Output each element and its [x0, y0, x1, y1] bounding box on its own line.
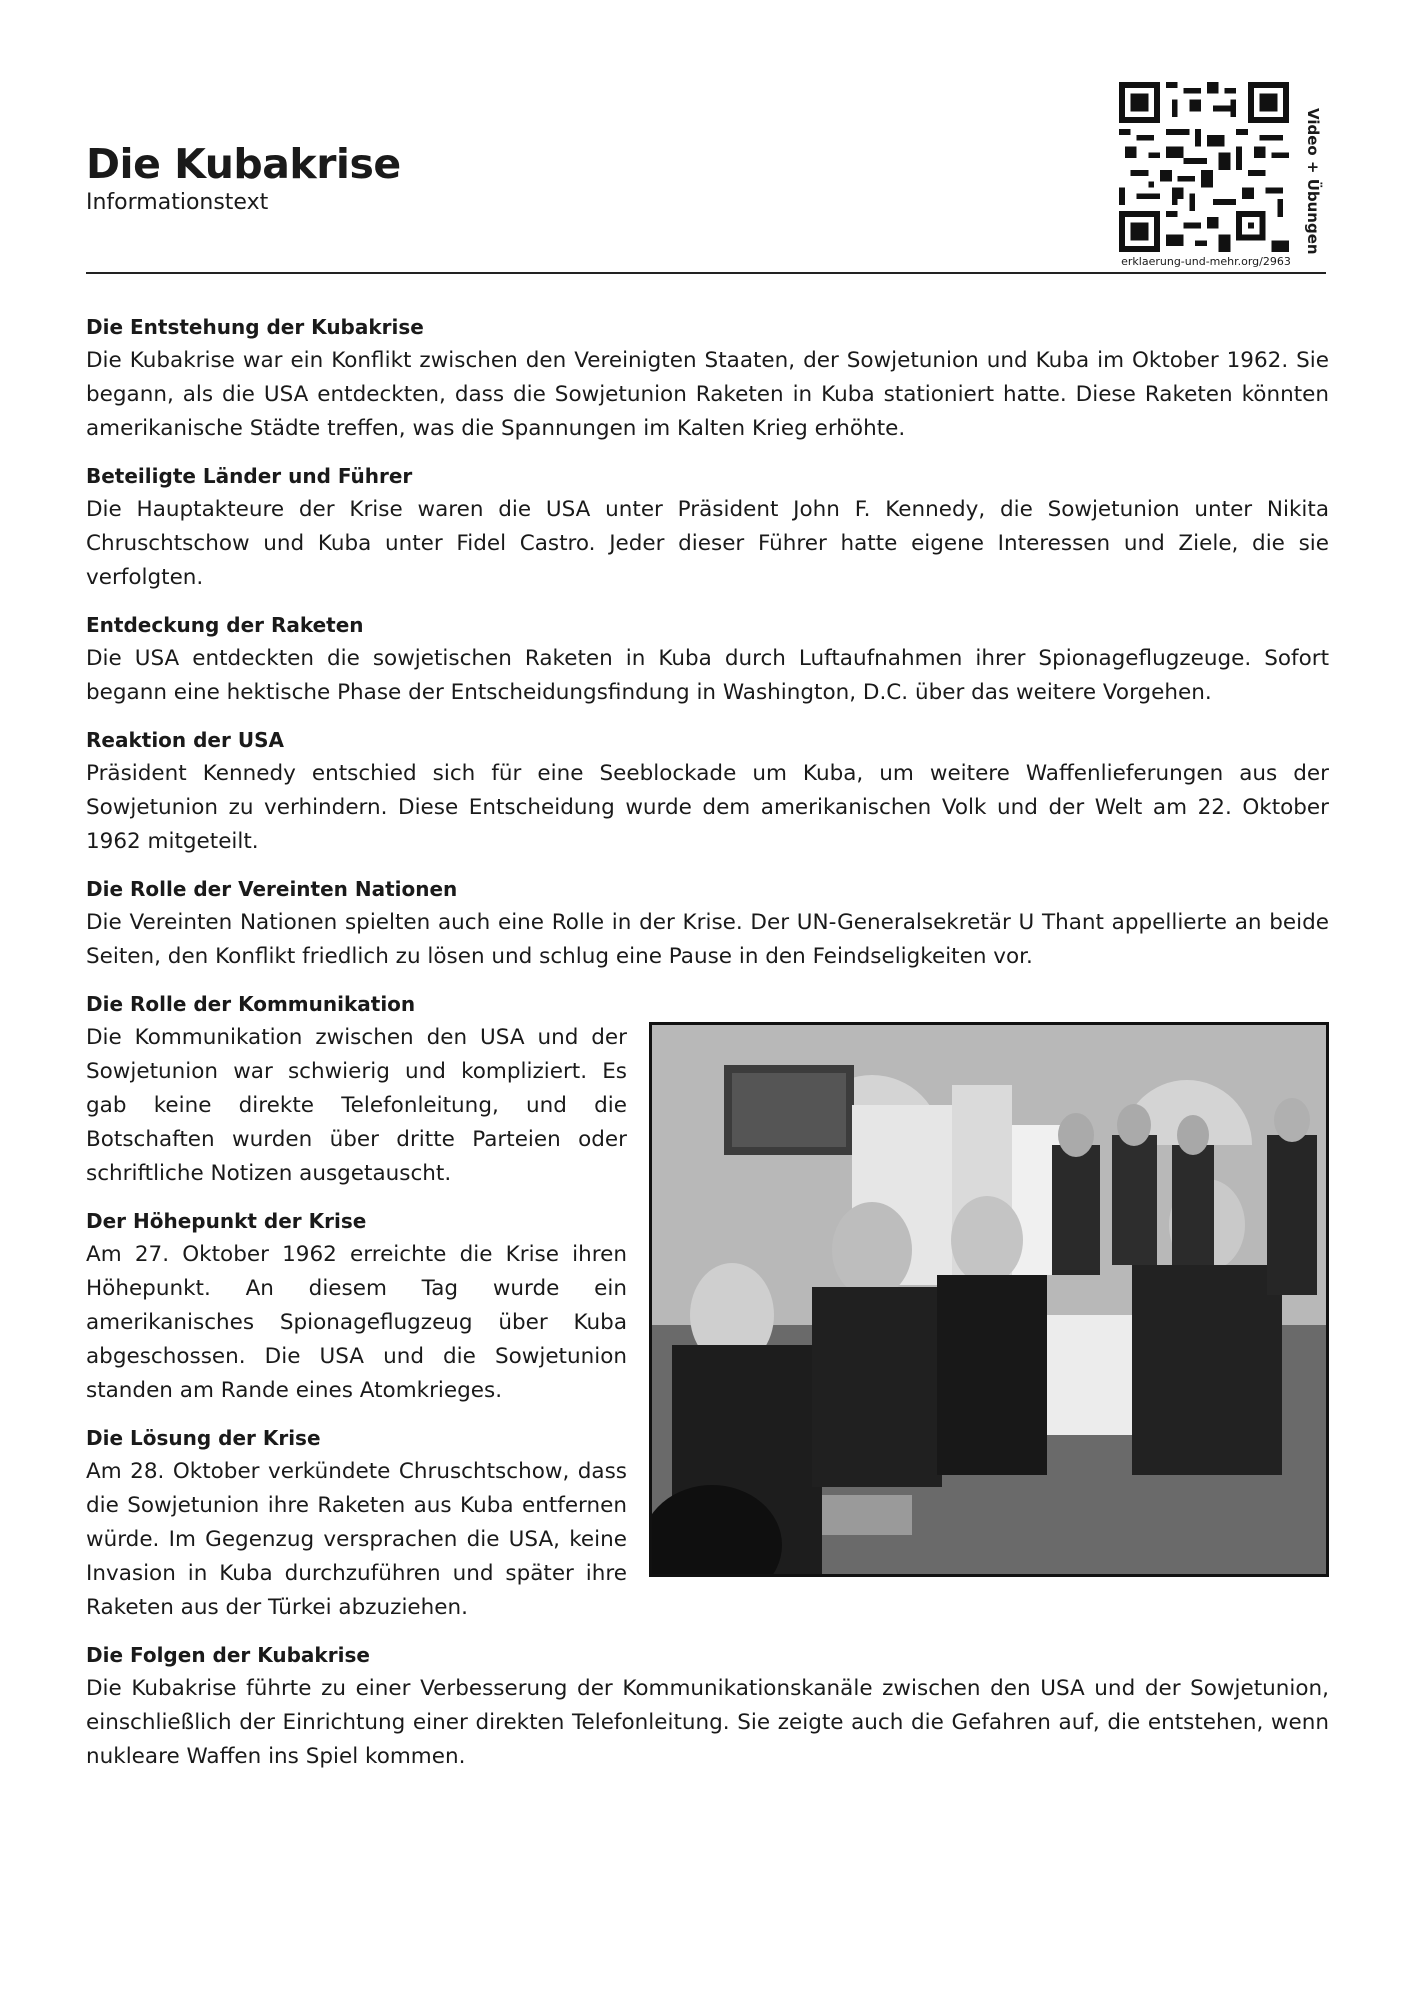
section-text: Die Kubakrise führte zu einer Verbesserung der Kommunikationskanäle zwischen den USA und der Sowjetunion, einschließlich der Einrichtung einer direkten Telefonleitung. Sie zeigte auch die Gefahren auf, die entstehen, wenn nukleare Waffen ins Spiel kommen.	[86, 1676, 1329, 1769]
section-entstehung	[86, 310, 1329, 446]
page-header	[86, 0, 1326, 275]
historical-photo	[649, 1022, 1329, 1577]
section-heading: Die Folgen der Kubakrise	[86, 1643, 370, 1667]
page-subtitle: Informationstext	[86, 190, 269, 215]
section-heading: Entdeckung der Raketen	[86, 613, 364, 637]
section-text: Die Hauptakteure der Krise waren die USA unter Präsident John F. Kennedy, die Sowjetunion unter Nikita Chruschtschow und Kuba unter Fidel Castro. Jeder dieser Führer hatte eigene Interessen und Ziele, die sie verfolgten.	[86, 497, 1329, 590]
document-body	[86, 310, 1329, 1787]
section-text: Präsident Kennedy entschied sich für eine Seeblockade um Kuba, um weitere Waffenlieferungen aus der Sowjetunion zu verhindern. Diese Entscheidung wurde dem amerikanischen Volk und der Welt am 22. Oktober 1962 mitgeteilt.	[86, 761, 1329, 854]
page-title: Die Kubakrise	[86, 140, 401, 188]
header-divider	[86, 272, 1326, 274]
section-text: Am 27. Oktober 1962 erreichte die Krise ihren Höhepunkt. An diesem Tag wurde ein amerikanisches Spionageflugzeug über Kuba abgeschossen. Die USA und die Sowjetunion standen am Rande eines Atomkrieges.	[86, 1242, 627, 1403]
section-reaktion	[86, 723, 1329, 859]
section-folgen	[86, 1638, 1329, 1774]
section-beteiligte	[86, 459, 1329, 595]
photo-text-wrap	[86, 987, 1329, 1638]
section-heading: Beteiligte Länder und Führer	[86, 464, 413, 488]
qr-code-icon[interactable]	[1116, 82, 1292, 252]
section-heading: Die Rolle der Kommunikation	[86, 992, 416, 1016]
section-heading: Die Entstehung der Kubakrise	[86, 315, 424, 339]
section-vereinte-nationen	[86, 872, 1329, 974]
section-entdeckung	[86, 608, 1329, 710]
section-text: Am 28. Oktober verkündete Chruschtschow, dass die Sowjetunion ihre Raketen aus Kuba entfernen würde. Im Gegenzug versprachen die USA, keine Invasion in Kuba durchzuführen und später ihre Raketen aus der Türkei abzuziehen.	[86, 1459, 627, 1620]
section-text: Die Kubakrise war ein Konflikt zwischen den Vereinigten Staaten, der Sowjetunion und Kuba im Oktober 1962. Sie begann, als die USA entdeckten, dass die Sowjetunion Raketen in Kuba stationiert hatte. Diese Raketen könnten amerikanische Städte treffen, was die Spannungen im Kalten Krieg erhöhte.	[86, 348, 1329, 441]
section-heading: Die Rolle der Vereinten Nationen	[86, 877, 458, 901]
side-label: Video + Übungen	[1304, 108, 1322, 255]
section-text: Die USA entdeckten die sowjetischen Raketen in Kuba durch Luftaufnahmen ihrer Spionageflugzeuge. Sofort begann eine hektische Phase der Entscheidungsfindung in Washington, D.C. über das weitere Vorgehen.	[86, 646, 1329, 705]
section-text: Die Vereinten Nationen spielten auch eine Rolle in der Krise. Der UN-Generalsekretär U Thant appellierte an beide Seiten, den Konflikt friedlich zu lösen und schlug eine Pause in den Feindseligkeiten vor.	[86, 910, 1329, 969]
section-text: Die Kommunikation zwischen den USA und der Sowjetunion war schwierig und kompliziert. Es gab keine direkte Telefonleitung, und die Botschaften wurden über dritte Parteien oder schriftliche Notizen ausgetauscht.	[86, 1025, 627, 1186]
section-heading: Reaktion der USA	[86, 728, 284, 752]
qr-url[interactable]: erklaerung-und-mehr.org/2963	[1121, 255, 1291, 268]
section-heading: Die Lösung der Krise	[86, 1426, 321, 1450]
section-heading: Der Höhepunkt der Krise	[86, 1209, 367, 1233]
